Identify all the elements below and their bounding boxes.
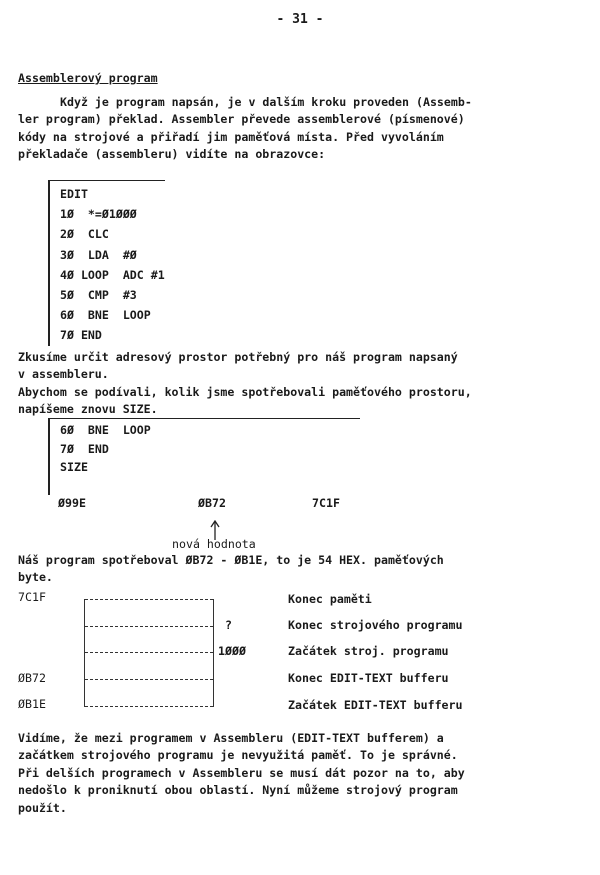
memory-start-value: 1ØØØ (218, 644, 246, 658)
paragraph-line: napíšeme znovu SIZE. (18, 402, 158, 417)
memory-addr-top: 7C1F (18, 590, 46, 604)
memory-boundary-line (85, 679, 213, 680)
memory-label: Konec paměti (288, 592, 372, 606)
code-line: 4Ø LOOP ADC #1 (60, 267, 165, 282)
paragraph-line: v assembleru. (18, 367, 109, 382)
paragraph-line: byte. (18, 570, 53, 585)
paragraph-consumption (18, 552, 580, 587)
paragraph-line: Zkusíme určit adresový prostor potřebný pro náš program napsaný (18, 350, 458, 364)
memory-question-mark: ? (225, 618, 232, 632)
memory-boundary-line (85, 626, 213, 627)
paragraph-line: Náš program spotřeboval ØB72 - ØB1E, to je 54 HEX. paměťových (18, 553, 444, 567)
code-listing-edit (48, 180, 165, 346)
memory-label: Konec strojového programu (288, 618, 463, 632)
memory-addr-b1e: ØB1E (18, 697, 46, 711)
size-value-1: Ø99E (58, 496, 86, 510)
paragraph-size (18, 349, 580, 419)
paragraph-line: Když je program napsán, je v dalším kroku proveden (Assemb- (60, 95, 472, 109)
paragraph-line: Vidíme, že mezi programem v Assembleru (EDIT-TEXT bufferem) a (18, 731, 444, 745)
memory-boundary-line (85, 652, 213, 653)
paragraph-line: začátkem strojového programu je nevyužitá paměť. To je správné. (18, 748, 458, 763)
paragraph-line: nedošlo k proniknutí obou oblastí. Nyní můžeme strojový program (18, 783, 458, 798)
paragraph-line: použít. (18, 800, 67, 815)
paragraph-line: ler program) překlad. Assembler převede assemblerové (písmenové) (18, 112, 465, 127)
memory-boundary-line (85, 706, 213, 707)
memory-label: Začátek stroj. programu (288, 644, 449, 658)
paragraph-intro (18, 94, 580, 164)
code-listing-size (48, 418, 360, 495)
paragraph-conclusion (18, 730, 580, 817)
code-line: 5Ø CMP #3 (60, 287, 137, 302)
code-line: 3Ø LDA #Ø (60, 247, 137, 262)
code-line: 7Ø END (60, 328, 102, 343)
code-line: SIZE (60, 460, 88, 475)
paragraph-line: Při delších programech v Assembleru se musí dát pozor na to, aby (18, 765, 465, 780)
memory-label: Začátek EDIT-TEXT bufferu (288, 698, 463, 712)
paragraph-line: překladače (assembleru) vidíte na obrazovce: (18, 147, 326, 162)
code-line: 6Ø BNE LOOP (60, 308, 151, 323)
memory-map-box (84, 599, 214, 707)
paragraph-line: kódy na strojové a přiřadí jim paměťová místa. Před vyvoláním (18, 129, 444, 144)
memory-boundary-line (85, 599, 213, 600)
code-line: 1Ø *=Ø1ØØØ (60, 207, 137, 222)
code-line: 2Ø CLC (60, 227, 109, 242)
code-line: 6Ø BNE LOOP (60, 423, 151, 437)
size-value-2: ØB72 (198, 496, 226, 510)
memory-label: Konec EDIT-TEXT bufferu (288, 671, 449, 685)
memory-addr-b72: ØB72 (18, 671, 46, 685)
section-heading: Assemblerový program (18, 71, 158, 85)
paragraph-line: Abychom se podívali, kolik jsme spotřebovali paměťového prostoru, (18, 384, 472, 399)
page-number: - 31 - (276, 12, 324, 27)
code-line: 7Ø END (60, 441, 109, 456)
code-line: EDIT (60, 187, 88, 201)
annotation-new-value: nová hodnota (172, 537, 256, 551)
size-value-3: 7C1F (312, 496, 340, 510)
